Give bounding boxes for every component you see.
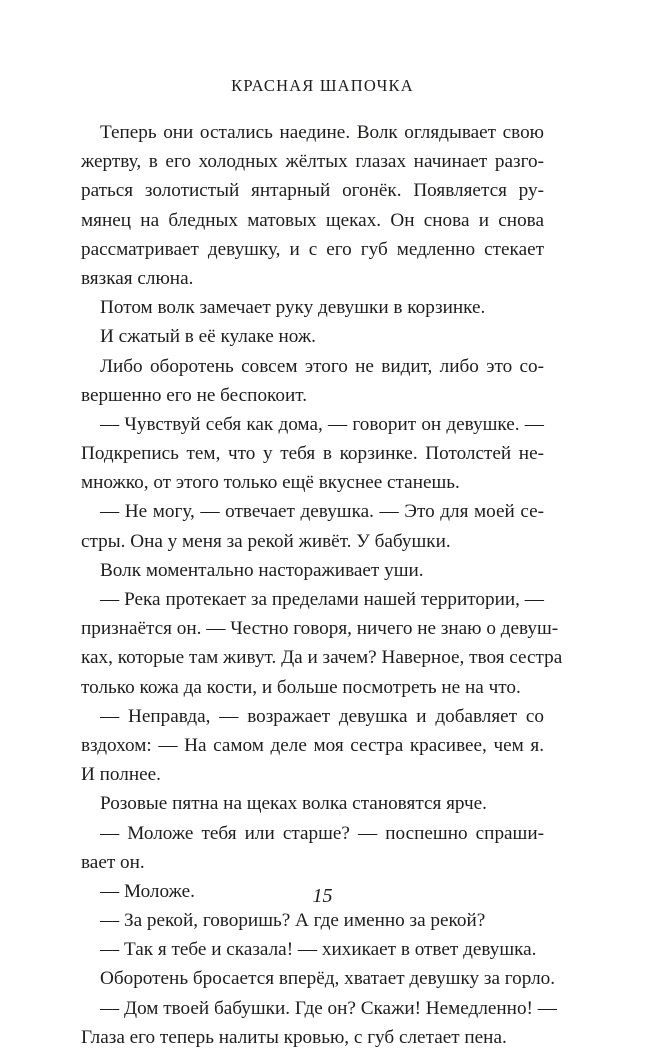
text-line: Подкрепись тем, что у тебя в корзинке. Потолстей не- xyxy=(81,443,544,465)
text-line: мянец на бледных матовых щеках. Он снова и снова xyxy=(81,209,544,231)
text-line: — Так я тебе и сказала! — хихикает в ответ девушка. xyxy=(100,939,537,961)
text-line: вязкая слюна. xyxy=(81,267,194,289)
page-number: 15 xyxy=(312,885,333,907)
text-line: — Не могу, — отвечает девушка. — Это для моей се- xyxy=(100,501,544,523)
text-line: Розовые пятна на щеках волка становятся ярче. xyxy=(100,793,487,815)
text-line: Оборотень бросается вперёд, хватает девушку за горло. xyxy=(100,968,556,990)
text-line: — Чувствуй себя как дома, — говорит он девушке. — xyxy=(100,413,544,435)
text-line: множко, от этого только ещё вкуснее станешь. xyxy=(81,472,460,494)
text-line: — Неправда, — возражает девушка и добавляет со xyxy=(100,705,544,727)
text-line: ках, которые там живут. Да и зачем? Наверное, твоя сестра xyxy=(81,647,563,669)
text-line: — Моложе тебя или старше? — поспешно спраши- xyxy=(100,822,544,844)
text-line: Либо оборотень совсем этого не видит, либо это со- xyxy=(100,355,544,377)
text-line: — Река протекает за пределами нашей территории, — xyxy=(100,589,544,610)
text-line: вершенно его не беспокоит. xyxy=(81,384,307,406)
text-line: вздохом: — На самом деле моя сестра красивее, чем я. xyxy=(81,734,544,756)
text-line: вает он. xyxy=(81,851,145,873)
text-line: жертву, в его холодных жёлтых глазах начинает разго- xyxy=(81,151,544,173)
text-line: И сжатый в её кулаке нож. xyxy=(100,326,316,348)
text-line: раться золотистый янтарный огонёк. Появляется ру- xyxy=(81,180,544,202)
running-head: КРАСНАЯ ШАПОЧКА xyxy=(231,76,414,95)
text-line: рассматривает девушку, и с его губ медленно стекает xyxy=(81,238,544,260)
text-line: Потом волк замечает руку девушки в корзинке. xyxy=(100,297,486,319)
text-line: — Моложе. xyxy=(100,880,195,902)
text-line: Глаза его теперь налиты кровью, с губ слетает пена. xyxy=(81,1026,507,1048)
text-line: Теперь они остались наедине. Волк оглядывает свою xyxy=(100,122,544,143)
text-line: — За рекой, говоришь? А где именно за рекой? xyxy=(100,910,486,932)
text-line: И полнее. xyxy=(81,764,161,786)
text-line: Волк моментально настораживает уши. xyxy=(100,559,424,581)
text-line: — Дом твоей бабушки. Где он? Скажи! Немедленно! — xyxy=(100,997,557,1019)
text-line: только кожа да кости, и больше посмотреть не на что. xyxy=(81,676,521,698)
text-line: признаётся он. — Честно говоря, ничего не знаю о девуш- xyxy=(81,618,559,640)
body-text xyxy=(81,118,563,1052)
text-line: стры. Она у меня за рекой живёт. У бабушки. xyxy=(81,530,451,552)
